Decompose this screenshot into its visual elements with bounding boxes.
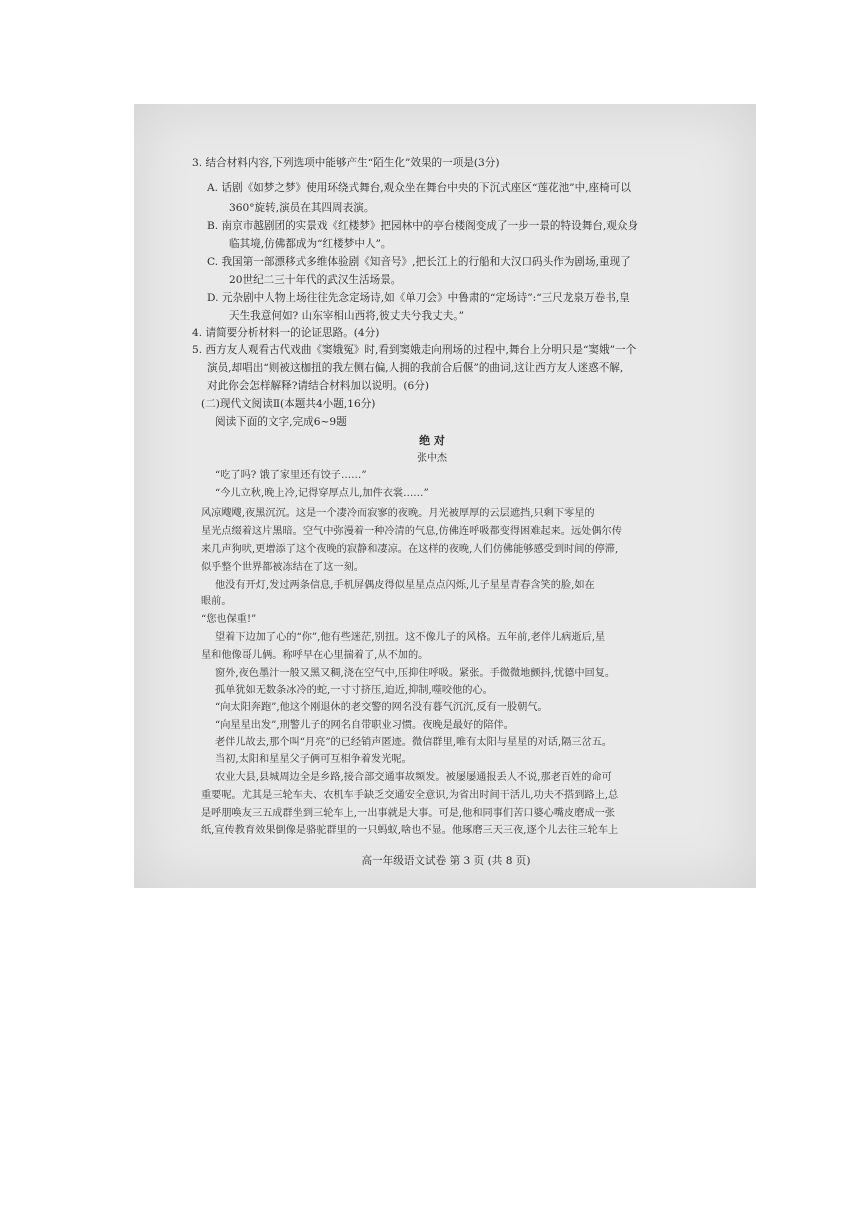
page-footer: 高一年级语文试卷 第 3 页 (共 8 页) [361,855,531,867]
story-line: 是呼朋唤友三五成群坐到三轮车上,一出事就是大事。可是,他和同事们苦口婆心嘴皮磨成一张 [201,808,615,819]
story-line: 风凉飕飕,夜黑沉沉。这是一个凄冷而寂寥的夜晚。月光被厚厚的云层遮挡,只剩下零星的 [201,508,595,519]
section-instruction: 阅读下面的文字,完成6~9题 [215,416,347,428]
question-3-option-c-line1: C. 我国第一部漂移式多维体验剧《知音号》,把长江上的行船和大汉口码头作为剧场,重现了 [207,256,631,268]
story-line: 当初,太阳和星星父子俩可互相争着发光呢。 [215,754,412,765]
question-3-stem: 3. 结合材料内容,下列选项中能够产生“陌生化”效果的一项是(3分) [192,157,500,169]
story-line: 来几声狗吠,更增添了这个夜晚的寂静和凄凉。在这样的夜晚,人们仿佛能够感受到时间的停滞, [201,544,619,555]
story-line: 重要呢。尤其是三轮车夫、农机车手缺乏交通安全意识,为省出时间干活儿,功夫不搭到路上,总 [201,790,619,801]
question-4: 4. 请简要分析材料一的论证思路。(4分) [192,327,380,339]
story-line: 老伴儿故去,那个叫“月亮”的已经销声匿迹。微信群里,唯有太阳与星星的对话,隔三岔五。 [215,737,613,748]
story-line: 纸,宣传教育效果倒像是骆驼群里的一只蚂蚁,啥也不显。他琢磨三天三夜,逐个儿去往三轮车上 [201,825,619,836]
story-line: 星光点缀着这片黑暗。空气中弥漫着一种冷清的气息,仿佛连呼吸都变得困难起来。远处偶尔传 [201,526,622,537]
question-3-option-c-line2: 20世纪二三十年代的武汉生活场景。 [229,274,402,286]
story-line: 农业大县,县城周边全是乡路,接合部交通事故频发。被屡屡通报丢人不说,那老百姓的命可 [215,772,612,783]
story-line: “您也保重!” [201,614,257,625]
question-3-option-a-line1: A. 话剧《如梦之梦》使用环绕式舞台,观众坐在舞台中央的下沉式座区“莲花池”中,座椅可以 [207,182,631,194]
story-line: “吃了吗? 饿了家里还有饺子……” [215,470,367,481]
story-line: “向太阳奔跑”,他这个刚退休的老交警的网名没有暮气沉沉,反有一股朝气。 [215,702,548,713]
story-line: 星和他像哥儿俩。称呼早在心里揣着了,从不加的。 [201,650,429,661]
question-3-option-d-line2: 天生我意何如? 山东宰相山西将,彼丈夫兮我丈夫。” [229,310,464,322]
story-author: 张中杰 [417,453,447,464]
section-heading: (二)现代文阅读Ⅱ(本题共4小题,16分) [201,398,376,410]
story-line: “向星星出发”,刑警儿子的网名自带职业习惯。夜晚是最好的陪伴。 [215,720,514,731]
story-line: 窗外,夜色墨汁一般又黑又稠,浇在空气中,压抑住呼吸。紧张。手微微地颤抖,忧德中回复。 [215,668,616,679]
story-line: “今儿立秋,晚上冷,记得穿厚点儿,加件衣裳……” [215,488,429,499]
question-3-option-b-line2: 临其境,仿佛都成为“红楼梦中人”。 [229,238,392,250]
story-title: 绝 对 [419,434,445,447]
question-3-option-a-line2: 360°旋转,演员在其四周表演。 [229,202,375,214]
story-line: 似乎整个世界都被冻结在了这一刻。 [201,562,364,573]
question-5-line1: 5. 西方友人观看古代戏曲《窦娥冤》时,看到窦娥走向刑场的过程中,舞台上分明只是“窦娥”一个 [192,344,637,356]
question-5-line3: 对此你会怎样解释?请结合材料加以说明。(6分) [207,380,429,392]
question-3-option-b-line1: B. 南京市越剧团的实景戏《红楼梦》把园林中的亭台楼阁变成了一步一景的特设舞台,观众身 [207,220,639,232]
question-5-line2: 演员,却唱出“则被这枷扭的我左侧右偏,人拥的我前合后偃”的曲词,这让西方友人迷惑不解, [207,362,624,374]
question-3-option-d-line1: D. 元杂剧中人物上场往往先念定场诗,如《单刀会》中鲁肃的“定场诗”:“三尺龙泉万卷书,皇 [207,292,630,304]
story-line: 他没有开灯,发过两条信息,手机屏偶皮得似星星点点闪烁,儿子星星青春含笑的脸,如在 [215,580,595,591]
story-line: 眼前。 [201,596,232,607]
story-line: 孤单犹如无数条冰冷的蛇,一寸寸挤压,迫近,抑制,噬咬他的心。 [215,685,493,696]
story-line: 望着下边加了心的“你”,他有些迷茫,别扭。这不像儿子的风格。五年前,老伴儿病逝后,星 [215,632,606,643]
